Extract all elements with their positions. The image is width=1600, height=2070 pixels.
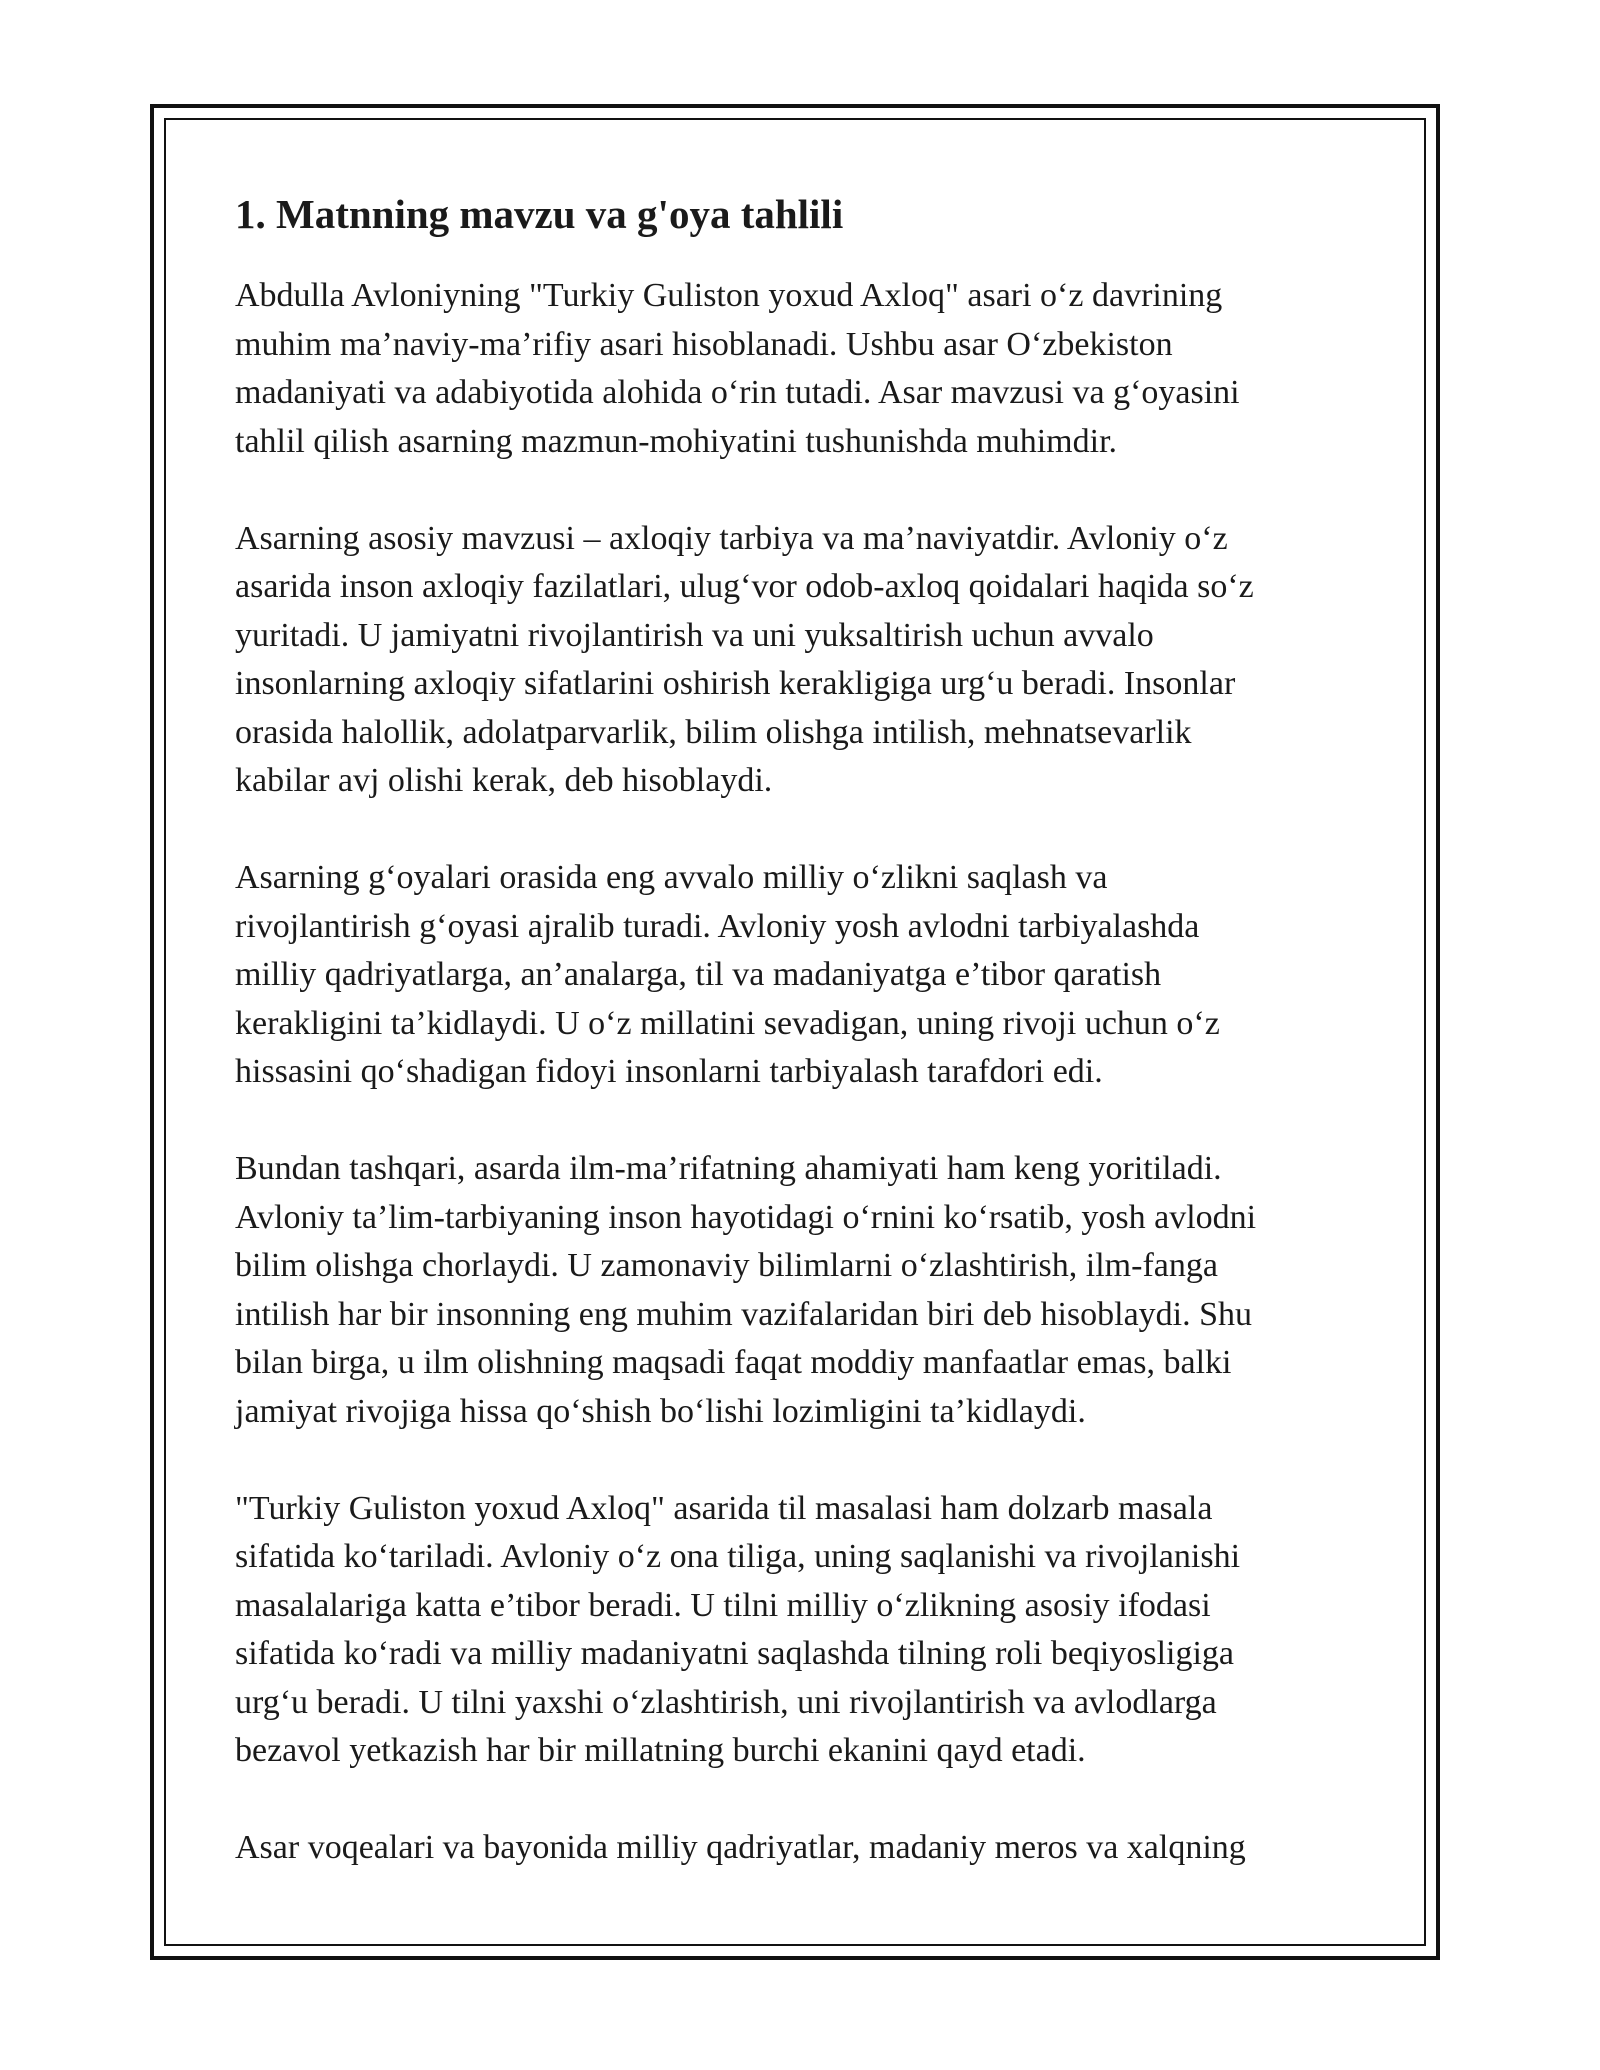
text-line: sifatida ko‘tariladi. Avloniy o‘z ona tiliga, uning saqlanishi va rivojlanishi — [235, 1538, 1241, 1575]
paragraph-5 — [235, 1485, 1355, 1776]
text-line: muhim ma’naviy-ma’rifiy asari hisoblanadi. Ushbu asar O‘zbekiston — [235, 325, 1173, 363]
text-line: Asar voqealari va bayonida milliy qadriyatlar, madaniy meros va xalqning — [235, 1829, 1246, 1866]
text-line: bilan birga, u ilm olishning maqsadi faqat moddiy manfaatlar emas, balki — [235, 1344, 1232, 1381]
text-line: orasida halollik, adolatparvarlik, bilim olishga intilish, mehnatsevarlik — [235, 713, 1192, 751]
text-line: madaniyati va adabiyotida alohida o‘rin tutadi. Asar mavzusi va g‘oyasini — [235, 374, 1240, 411]
text-line: Asarning asosiy mavzusi – axloqiy tarbiya va ma’naviyatdir. Avloniy o‘z — [235, 519, 1228, 557]
paragraph-1 — [235, 272, 1355, 466]
text-line: Abdulla Avloniyning "Turkiy Guliston yoxud Axloq" asari o‘z davrining — [235, 277, 1223, 314]
text-line: jamiyat rivojiga hissa qo‘shish bo‘lishi lozimligini ta’kidlaydi. — [235, 1392, 1086, 1430]
text-line: tahlil qilish asarning mazmun-mohiyatini tushunishda muhimdir. — [235, 422, 1118, 460]
text-line: urg‘u beradi. U tilni yaxshi o‘zlashtirish, uni rivojlantirish va avlodlarga — [235, 1683, 1217, 1721]
text-line: yuritadi. U jamiyatni rivojlantirish va uni yuksaltirish uchun avvalo — [235, 616, 1154, 654]
text-line: milliy qadriyatlarga, an’analarga, til va madaniyatga e’tibor qaratish — [235, 956, 1162, 993]
paragraph-2 — [235, 515, 1355, 806]
document-title: 1. Matnning mavzu va g'oya tahlili — [235, 191, 844, 237]
text-line: masalalariga katta e’tibor beradi. U tilni milliy o‘zlikning asosiy ifodasi — [235, 1586, 1211, 1624]
text-line: bilim olishga chorlaydi. U zamonaviy bilimlarni o‘zlashtirish, ilm-fanga — [235, 1247, 1218, 1284]
paragraph-3 — [235, 854, 1355, 1097]
paragraph-4 — [235, 1145, 1355, 1436]
text-line: kabilar avj olishi kerak, deb hisoblaydi. — [235, 762, 773, 799]
paragraph-6 — [235, 1824, 1355, 1873]
text-line: "Turkiy Guliston yoxud Axloq" asarida til masalasi ham dolzarb masala — [235, 1489, 1213, 1527]
text-line: Avloniy ta’lim-tarbiyaning inson hayotidagi o‘rnini ko‘rsatib, yosh avlodni — [235, 1198, 1257, 1236]
text-line: sifatida ko‘radi va milliy madaniyatni saqlashda tilning roli beqiyosligiga — [235, 1635, 1235, 1672]
text-line: insonlarning axloqiy sifatlarini oshirish kerakligiga urg‘u beradi. Insonlar — [235, 665, 1236, 702]
text-line: bezavol yetkazish har bir millatning burchi ekanini qayd etadi. — [235, 1732, 1086, 1769]
document-body — [235, 186, 1355, 1921]
text-line: hissasini qo‘shadigan fidoyi insonlarni tarbiyalash tarafdori edi. — [235, 1053, 1103, 1090]
text-line: Bundan tashqari, asarda ilm-ma’rifatning ahamiyati ham keng yoritiladi. — [235, 1150, 1222, 1187]
text-line: Asarning g‘oyalari orasida eng avvalo milliy o‘zlikni saqlash va — [235, 859, 1108, 896]
text-line: asarida inson axloqiy fazilatlari, ulug‘vor odob-axloq qoidalari haqida so‘z — [235, 568, 1254, 605]
text-line: rivojlantirish g‘oyasi ajralib turadi. Avloniy yosh avlodni tarbiyalashda — [235, 907, 1200, 945]
text-line: kerakligini ta’kidlaydi. U o‘z millatini sevadigan, uning rivoji uchun o‘z — [235, 1004, 1220, 1042]
text-line: intilish har bir insonning eng muhim vazifalaridan biri deb hisoblaydi. Shu — [235, 1295, 1253, 1333]
